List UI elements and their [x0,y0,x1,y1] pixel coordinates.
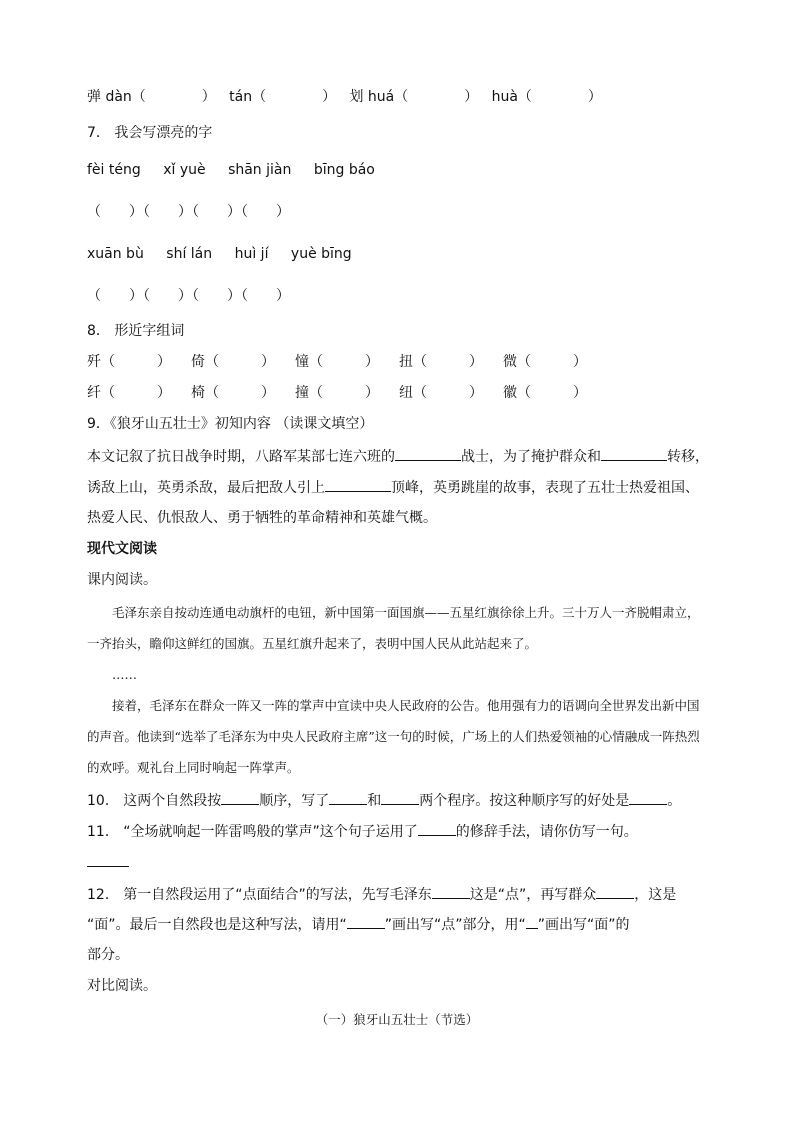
q12-text: ”画出写“面”的 [537,917,630,933]
q10-line [87,790,681,811]
q8-char: 撞（ ） [295,385,379,401]
fill-blank[interactable] [629,790,667,805]
pinyin-word: shí lán [166,246,213,262]
q10-text: 顺序，写了 [259,793,330,809]
q9-line3: 热爱人民、仇恨敌人、勇于牺牲的革命精神和英雄气概。 [87,510,437,526]
pinyin-word: bīng báo [313,162,375,178]
q8-char: 椅（ ） [191,385,275,401]
q12-line1 [87,884,676,905]
fill-blank[interactable] [601,446,667,461]
q8-char: 纽（ ） [399,385,483,401]
q9-line1 [87,446,709,467]
fill-blank[interactable] [526,914,538,929]
fill-blank[interactable] [325,477,391,492]
q9-line2 [87,477,699,498]
q6-item: huà（ ） [491,89,602,105]
passage-paragraph-1: 毛泽东亲自按动连通电动旗杆的电钮，新中国第一面国旗——五星红旗徐徐上升。三十万人一齐脱帽肃立，一齐抬头，瞻仰这鲜红的国旗。五星红旗升起来了，表明中国人民从此站起来了。 [87,605,700,651]
q7-pinyin-row1 [87,160,375,180]
pinyin-word: xǐ yuè [163,162,206,178]
q9-text: 诱敌上山，英勇杀敌，最后把敌人引上 [87,480,325,496]
q10-text: 10． 这两个自然段按 [87,793,222,809]
q12-text: 12． 第一自然段运用了“点面结合”的写法，先写毛泽东 [87,887,432,903]
q11-text: 11． “全场就响起一阵雷鸣般的掌声”这个句子运用了 [87,824,418,840]
q12-line2 [87,914,630,935]
pinyin-word: fèi téng [87,162,141,178]
q10-text: 两个程序。按这种顺序写的好处是 [419,793,630,809]
q8-char: 歼（ ） [87,354,171,370]
q12-text: ”画出写“点”部分，用“ [384,917,526,933]
section-title: 现代文阅读 [87,541,157,557]
fill-blank[interactable] [87,852,129,867]
q7-title: 7． 我会写漂亮的字 [87,125,213,141]
q8-title: 8． 形近字组词 [87,323,185,339]
sub-intro: 课内阅读。 [87,572,157,588]
q7-pinyin-row2 [87,244,352,264]
fill-blank[interactable] [221,790,259,805]
q11-text: 的修辞手法，请你仿写一句。 [455,824,638,840]
q6-item: 弹 dàn（ ） [87,89,216,105]
q9-text: 转移， [667,449,709,465]
q9-title: 9．《狼牙山五壮士》初知内容 （读课文填空） [87,416,374,432]
q6-item: 划 huá（ ） [349,89,479,105]
passage-ellipsis: …… [112,667,137,682]
fill-blank[interactable] [347,914,385,929]
q11-line [87,821,638,842]
q6-row [87,87,602,107]
q8-char: 微（ ） [503,354,587,370]
pinyin-word: huì jí [234,246,269,262]
fill-blank[interactable] [381,790,419,805]
q6-item: tán（ ） [229,89,337,105]
q8-row1 [87,352,587,372]
q12-text: 这是“点”，再写群众 [469,887,597,903]
pinyin-word: yuè bīng [290,246,352,262]
pinyin-word: xuān bù [87,246,144,262]
compare-intro: 对比阅读。 [87,978,157,994]
q8-row2 [87,383,587,403]
q9-text: 本文记叙了抗日战争时期，八路军某部七连六班的 [87,449,395,465]
q7-paren-row1: （ ）（ ）（ ）（ ） [87,204,290,220]
pinyin-word: shān jiàn [228,162,292,178]
fill-blank[interactable] [395,446,461,461]
q12-line3: 部分。 [87,947,129,963]
excerpt-caption: （一）狼牙山五壮士（节选） [315,1012,479,1027]
fill-blank[interactable] [418,821,456,836]
fill-blank[interactable] [329,790,367,805]
q8-char: 扭（ ） [399,354,483,370]
fill-blank[interactable] [596,884,634,899]
q7-paren-row2: （ ）（ ）（ ）（ ） [87,288,290,304]
q12-text: “面”。最后一自然段也是这种写法，请用“ [87,917,347,933]
q11-answer-line [87,852,129,873]
q8-char: 徽（ ） [503,385,587,401]
q10-text: 。 [667,793,682,809]
q8-char: 倚（ ） [191,354,275,370]
q8-char: 憧（ ） [295,354,379,370]
q9-text: 战士，为了掩护群众和 [461,449,601,465]
q8-char: 纤（ ） [87,385,171,401]
passage-paragraph-2: 接着，毛泽东在群众一阵又一阵的掌声中宣读中央人民政府的公告。他用强有力的语调向全世界发出新中国的声音。他读到“选举了毛泽东为中央人民政府主席”这一句的时候，广场上的人们热爱领袖的心情融成一阵热烈的欢呼。观礼台上同时响起一阵掌声。 [87,698,700,775]
q12-text: ，这是 [634,887,677,903]
q10-text: 和 [367,793,382,809]
q9-text: 顶峰，英勇跳崖的故事，表现了五壮士热爱祖国、 [391,480,699,496]
fill-blank[interactable] [432,884,470,899]
